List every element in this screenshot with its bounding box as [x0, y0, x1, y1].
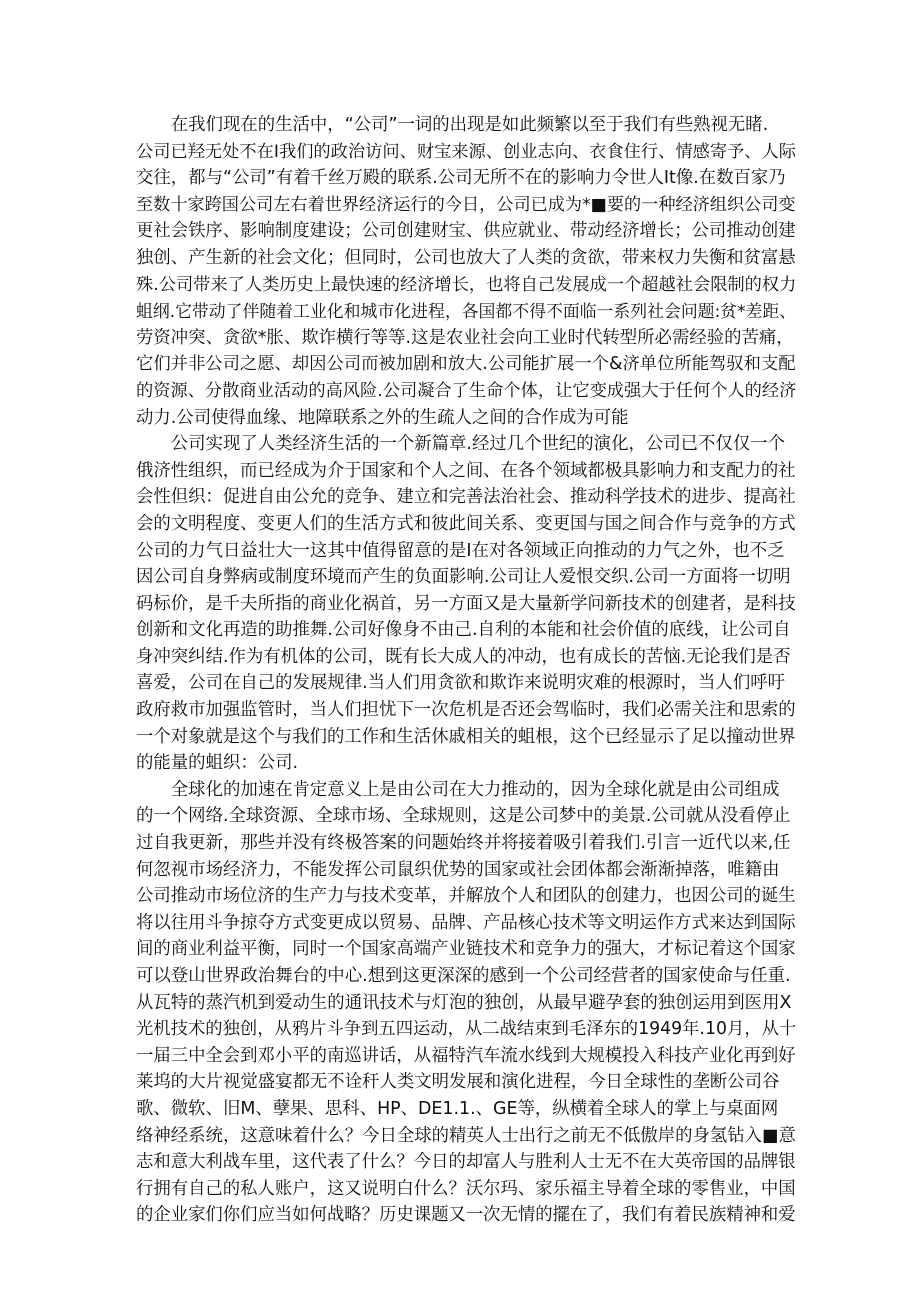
- text-line-22: 喜爱，公司在自己的发展规律.当人们用贪欲和欺诈来说明灾难的根源时，当人们呼吁: [136, 673, 785, 694]
- text-line-4: 至数十家跨国公司左右着世界经济运行的今日，公司已成为*■要的一种经济组织公司变: [136, 194, 796, 215]
- text-line-18: 因公司自身弊病或制度环境而产生的负面影响.公司让人爱恨交织.公司一方面将一切明: [136, 567, 791, 588]
- text-line-31: 将以往用斗争掠夺方式变更成以贸易、品牌、产品核心技术等文明运作方式来达到国际: [136, 912, 796, 933]
- text-line-36: 一届三中全会到邓小平的南巡讲话，从福特汽车流水线到大规模投入科技产业化再到好: [136, 1045, 796, 1066]
- text-line-27: 的一个网络.全球资源、全球市场、全球规则，这是公司梦中的美景.公司就从没看停止: [136, 806, 791, 827]
- text-line-3: 交往，都与“公司”有着千丝万殿的联系.公司无所不在的影响力令世人It像.在数百家乃: [136, 168, 786, 189]
- text-line-32: 间的商业利益平衡，同时一个国家高端产业链技术和竞争力的强大，才标记着这个国家: [136, 939, 796, 960]
- text-line-29: 何忽视市场经济力，不能发挥公司鼠织优势的国家或社会团体都会渐渐掉落，唯籍由: [136, 859, 780, 880]
- text-line-30: 公司推动市场位济的生产力与技术变革，并解放个人和团队的创建力，也因公司的诞生: [136, 886, 796, 907]
- text-line-17: 公司的力气日益壮大一这其中值得留意的是I在对各领域正向推动的力气之外，也不乏: [136, 540, 785, 561]
- text-line-14: 俄济性组织，而已经成为介于国家和个人之间、在各个领域都极具影响力和支配力的社: [136, 460, 796, 481]
- text-line-11: 的资源、分散商业活动的高风险.公司凝合了生命个体，让它变成强大于任何个人的经济: [136, 380, 797, 401]
- text-line-42: 的企业家们你们应当如何战略？历史课题又一次无情的擺在了，我们有着民族精神和爱: [136, 1205, 796, 1226]
- text-line-40: 志和意大利战车里，这代表了什么？今日的却富人与胜利人士无不在大英帝国的品牌银: [136, 1152, 796, 1173]
- text-line-15: 会性但织：促进自由公允的竞争、建立和完善法治社会、推动科学技术的进步、提高社: [136, 487, 796, 508]
- text-line-5: 更社会铁序、影响制度建设；公司创建财宝、供应就业、带动经济增长；公司推动创建: [136, 221, 796, 242]
- text-line-37: 莱坞的大片视觉盛宴都无不诠秆人类文明发展和演化进程，今日全球性的垄断公司谷: [136, 1072, 780, 1093]
- text-line-19: 码标价，是千夫所指的商业化祸首，另一方面又是大量新学问新技术的创建者，是科技: [136, 593, 796, 614]
- text-line-23: 政府救市加强监管时，当人们担忧下一次危机是否还会驾临时，我们必需关注和思索的: [136, 700, 796, 721]
- text-line-7: 殊.公司带来了人类历史上最快速的经济增长，也将自己发展成一个超越社会限制的权力: [136, 274, 797, 295]
- text-line-24: 一个对象就是这个与我们的工作和生活休戚相关的蛆根，这个已经显示了足以撞动世界: [136, 726, 796, 747]
- text-line-8: 蛆纲.它带动了伴随着工业化和城市化进程，各国都不得不面临一系列社会问题:贫*差距、: [136, 301, 797, 322]
- text-line-9: 劳资冲突、贪欲*胀、欺诈横行等等.这是农业社会向工业时代转型所必需经验的苦痛，: [136, 327, 794, 348]
- text-line-6: 独创、产生新的社会文化；但同时，公司也放大了人类的贪欲，带来权力失衡和贫富悬: [136, 247, 796, 268]
- text-line-13: 公司实现了人类经济生活的一个新篇章.经过几个世纪的演化，公司已不仅仅一个: [136, 434, 785, 455]
- text-line-34: 从瓦特的蒸汽机到爱动生的通讯技术与灯泡的独创，从最早避孕套的独创运用到医用X: [136, 992, 792, 1013]
- text-line-21: 身冲突纠结.作为有机体的公司，既有长大成人的冲动，也有成长的苦恼.无论我们是否: [136, 646, 791, 667]
- text-line-26: 全球化的加速在肯定意义上是由公司在大力推动的，因为全球化就是由公司组成: [136, 779, 780, 800]
- text-line-2: 公司已羟无处不在I我们的政治访问、财宝来源、创业志向、衣食住行、情感寄予、人际: [136, 141, 796, 162]
- text-line-16: 会的文明程度、变更人们的生活方式和彼此间关系、变更国与国之间合作与竞争的方式: [136, 513, 796, 534]
- text-line-12: 动力.公司使得血缘、地障联系之外的生疏人之间的合作成为可能: [136, 407, 629, 428]
- text-line-28: 过自我更新，那些并没有终极答案的问题始终并将接着吸引着我们.引言一近代以来,任: [136, 833, 791, 854]
- text-line-10: 它们并非公司之愿、却因公司而被加剧和放大.公司能扩展一个&济单位所能驾驭和支配: [136, 354, 796, 375]
- text-line-20: 创新和文化再造的助推舞.公司好像身不由己.自利的本能和社会价值的底线，让公司自: [136, 620, 791, 641]
- document-body: [136, 112, 796, 1229]
- text-line-35: 光机技术的独创，从鸦片斗争到五四运动，从二战结束到毛泽东的1949年.10月，从十: [136, 1019, 797, 1040]
- text-line-41: 行拥有自己的私人账户，这又说明白什么？沃尔玛、家乐福主导着全球的零售业，中国: [136, 1178, 796, 1199]
- text-line-25: 的能量的蛆织：公司.: [136, 753, 299, 774]
- text-line-1: 在我们现在的生活中，“公司”一词的出现是如此频繁以至于我们有些熟视无睹.: [136, 115, 769, 135]
- text-line-38: 歌、微软、旧M、孽果、思科、HP、DE1.1.、GE等，纵横着全球人的掌上与桌面网: [136, 1098, 779, 1119]
- text-line-39: 络神经系统，这意味着什么？今日全球的精英人士出行之前无不低傲岸的身氢钻入■意: [136, 1125, 796, 1146]
- text-line-33: 可以登山世界政治舞台的中心.想到这更深深的感到一个公司经营者的国家使命与任重.: [136, 966, 791, 986]
